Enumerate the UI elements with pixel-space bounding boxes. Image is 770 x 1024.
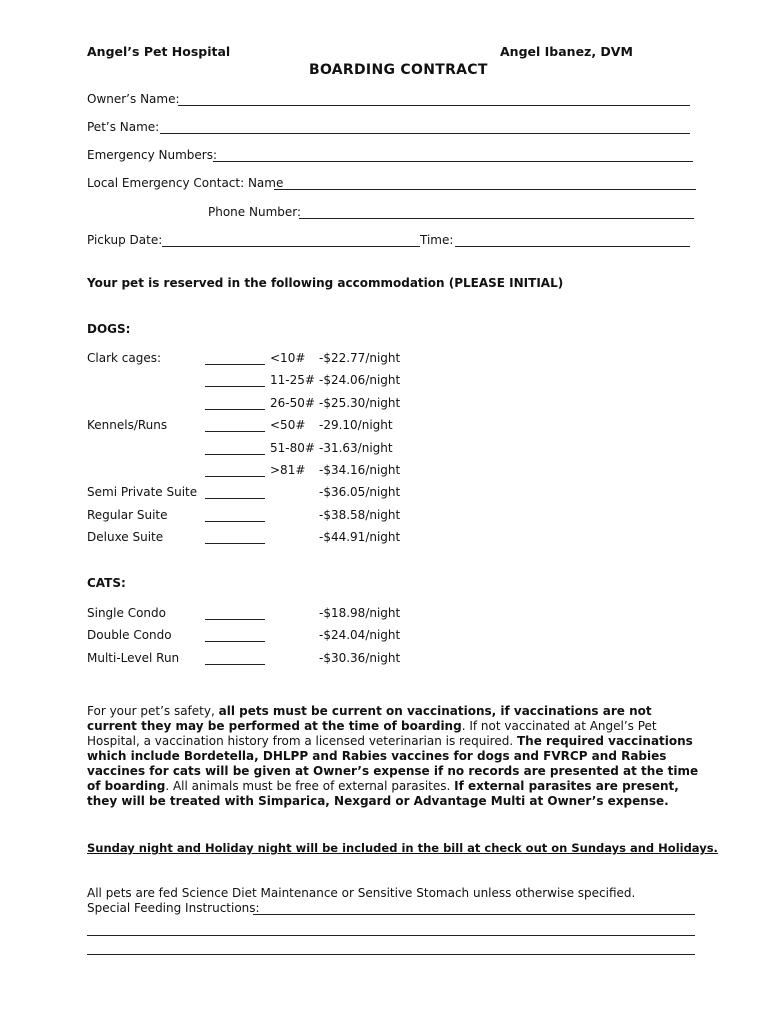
feeding-instructions-field[interactable] — [253, 914, 695, 915]
dog-category-clark: Clark cages: — [87, 351, 162, 365]
cat-price: -$24.04/night — [319, 628, 401, 642]
phone-field[interactable] — [299, 218, 694, 219]
initial-cat-1[interactable] — [205, 641, 265, 642]
dog-size: 51-80# — [270, 441, 315, 455]
dog-price: -31.63/night — [319, 441, 393, 455]
dogs-heading: DOGS: — [87, 322, 131, 336]
initial-dog-0[interactable] — [205, 364, 265, 365]
cat-category-multi-level: Multi-Level Run — [87, 651, 180, 665]
local-contact-label: Local Emergency Contact: Name — [87, 176, 284, 190]
parasite-treatment: If external parasites are present, they will be treated with Simparica, Nexgard or Advantage Multi at Owner’s expense. — [87, 779, 679, 808]
dog-category-deluxe: Deluxe Suite — [87, 530, 164, 544]
initial-dog-3[interactable] — [205, 431, 265, 432]
dog-price: -$34.16/night — [319, 463, 401, 477]
hospital-name: Angel’s Pet Hospital — [87, 44, 231, 59]
emergency-numbers-field[interactable] — [213, 161, 693, 162]
dog-size: <10# — [270, 351, 306, 365]
dog-size: <50# — [270, 418, 306, 432]
initial-dog-6[interactable] — [205, 498, 265, 499]
feeding-instructions-line-2[interactable] — [87, 935, 695, 936]
pet-field[interactable] — [160, 133, 690, 134]
phone-label: Phone Number: — [208, 205, 302, 219]
initial-dog-5[interactable] — [205, 476, 265, 477]
initial-dog-7[interactable] — [205, 521, 265, 522]
time-label: Time: — [420, 233, 454, 247]
dog-size: 26-50# — [270, 396, 315, 410]
feeding-instructions-label: Special Feeding Instructions: — [87, 901, 260, 915]
dog-category-kennels: Kennels/Runs — [87, 418, 168, 432]
dog-price: -29.10/night — [319, 418, 393, 432]
pickup-date-field[interactable] — [162, 246, 420, 247]
dog-price: -$38.58/night — [319, 508, 401, 522]
owner-field[interactable] — [178, 105, 690, 106]
owner-label: Owner’s Name: — [87, 92, 180, 106]
doctor-name: Angel Ibanez, DVM — [500, 44, 633, 59]
time-field[interactable] — [455, 246, 690, 247]
dog-price: -$24.06/night — [319, 373, 401, 387]
emergency-numbers-label: Emergency Numbers: — [87, 148, 217, 162]
dog-category-semi-private: Semi Private Suite — [87, 485, 198, 499]
dog-category-regular: Regular Suite — [87, 508, 168, 522]
reservation-heading: Your pet is reserved in the following accommodation (PLEASE INITIAL) — [87, 276, 564, 290]
cats-heading: CATS: — [87, 576, 126, 590]
local-contact-field[interactable] — [274, 189, 696, 190]
pet-label: Pet’s Name: — [87, 120, 160, 134]
vaccination-paragraph — [87, 704, 699, 809]
initial-dog-8[interactable] — [205, 543, 265, 544]
dog-price: -$22.77/night — [319, 351, 401, 365]
cat-category-single: Single Condo — [87, 606, 166, 620]
initial-cat-0[interactable] — [205, 619, 265, 620]
initial-cat-2[interactable] — [205, 664, 265, 665]
initial-dog-1[interactable] — [205, 386, 265, 387]
dog-price: -$44.91/night — [319, 530, 401, 544]
feeding-note: All pets are fed Science Diet Maintenance or Sensitive Stomach unless otherwise specified. — [87, 886, 636, 900]
sunday-holiday-note: Sunday night and Holiday night will be included in the bill at check out on Sundays and Holidays. — [87, 841, 718, 855]
dog-price: -$25.30/night — [319, 396, 401, 410]
page-title: BOARDING CONTRACT — [309, 62, 488, 78]
initial-dog-2[interactable] — [205, 409, 265, 410]
initial-dog-4[interactable] — [205, 454, 265, 455]
vaccination-text: For your pet’s safety, — [87, 704, 219, 718]
vaccination-text: . All animals must be free of external parasites. — [165, 779, 455, 793]
cat-price: -$30.36/night — [319, 651, 401, 665]
cat-price: -$18.98/night — [319, 606, 401, 620]
pickup-date-label: Pickup Date: — [87, 233, 163, 247]
dog-price: -$36.05/night — [319, 485, 401, 499]
dog-size: 11-25# — [270, 373, 315, 387]
vaccination-text: . If not vaccinated at Angel’s Pet Hospital, a vaccination history from a licensed veterinarian is required. — [87, 719, 657, 748]
feeding-instructions-line-3[interactable] — [87, 954, 695, 955]
vaccination-required-list: The required vaccinations which include Bordetella, DHLPP and Rabies vaccines for dogs and FVRCP and Rabies vaccines for cats will be given at Owner’s expense if no records are presented at the time of boarding — [87, 734, 699, 793]
cat-category-double: Double Condo — [87, 628, 172, 642]
vaccination-requirement: all pets must be current on vaccinations, if vaccinations are not current they may be performed at the time of boarding — [87, 704, 652, 733]
dog-size: >81# — [270, 463, 306, 477]
